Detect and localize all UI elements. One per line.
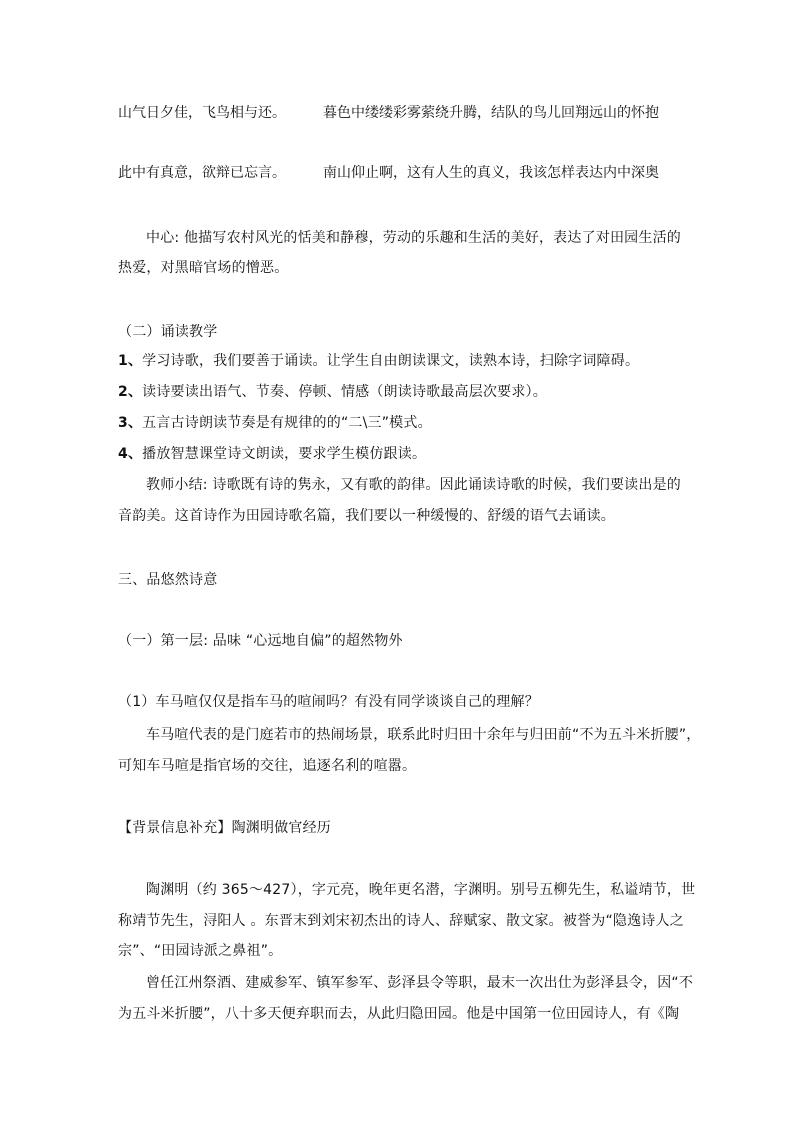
question-text: （1）车马喧仅仅是指车马的喧闹吗？有没有同学谈谈自己的理解？ <box>118 694 539 710</box>
center-idea-text: 热爱，对黑暗官场的憎恶。 <box>118 260 289 276</box>
background-paragraph: 陶渊明（约 365～427），字元亮，晚年更名潜，字渊明。别号五柳先生，私谥靖节，世 <box>146 882 696 898</box>
poem-translation-line: 暮色中缕缕彩雾萦绕升腾，结队的鸟儿回翔远山的怀抱 <box>323 105 659 121</box>
background-paragraph: 宗”、“田园诗派之鼻祖”。 <box>118 943 283 959</box>
list-item-text: 播放智慧课堂诗文朗读，要求学生模仿跟读。 <box>142 446 427 462</box>
list-item-text: 学习诗歌，我们要善于诵读。让学生自由朗读课文，读熟本诗，扫除字词障碍。 <box>142 353 640 369</box>
center-idea-text: 中心: 他描写农村风光的恬美和静穆，劳动的乐趣和生活的美好，表达了对田园生活的 <box>146 230 681 246</box>
poem-translation-line: 南山仰止啊，这有人生的真义，我该怎样表达内中深奥 <box>323 165 659 181</box>
list-item-number: 1、 <box>118 353 143 369</box>
list-item-text: 读诗要读出语气、节奏、停顿、情感（朗读诗歌最高层次要求）。 <box>142 384 547 400</box>
list-item-number: 2、 <box>118 384 143 400</box>
list-item-number: 3、 <box>118 415 143 431</box>
background-paragraph: 为五斗米折腰”，八十多天便弃职而去，从此归隐田园。他是中国第一位田园诗人，有《陶 <box>118 1006 680 1022</box>
section-heading: 三、品悠然诗意 <box>118 572 218 588</box>
sub-heading: （一）第一层: 品味 “心远地自偏”的超然物外 <box>118 633 403 649</box>
answer-text: 车马喧代表的是门庭若市的热闹场景，联系此时归田十余年与归田前“不为五斗米折腰”， <box>146 727 701 743</box>
list-item <box>118 351 639 371</box>
answer-text: 可知车马喧是指官场的交往，追逐名利的喧嚣。 <box>118 758 417 774</box>
teacher-summary-text: 音韵美。这首诗作为田园诗歌名篇，我们要以一种缓慢的、舒缓的语气去诵读。 <box>118 508 615 524</box>
poem-original-line: 山气日夕佳，飞鸟相与还。 <box>118 105 286 121</box>
section-heading: （二）诵读教学 <box>118 324 218 340</box>
list-item-text: 五言古诗朗读节奏是有规律的的“二\三”模式。 <box>142 415 432 431</box>
list-item <box>118 382 547 402</box>
background-heading: 【背景信息补充】陶渊明做官经历 <box>118 820 331 836</box>
background-paragraph: 曾任江州祭酒、建威参军、镇军参军、彭泽县令等职，最末一次出仕为彭泽县令，因“不 <box>146 975 694 991</box>
list-item-number: 4、 <box>118 446 143 462</box>
poem-original-line: 此中有真意，欲辩已忘言。 <box>118 165 286 181</box>
list-item <box>118 444 426 464</box>
background-paragraph: 称靖节先生，浔阳人 。东晋末到刘宋初杰出的诗人、辞赋家、散文家。被誉为“隐逸诗人之 <box>118 913 684 929</box>
list-item <box>118 413 432 433</box>
teacher-summary-text: 教师小结: 诗歌既有诗的隽永，又有歌的韵律。因此诵读诗歌的时候，我们要读出是的 <box>146 477 681 493</box>
